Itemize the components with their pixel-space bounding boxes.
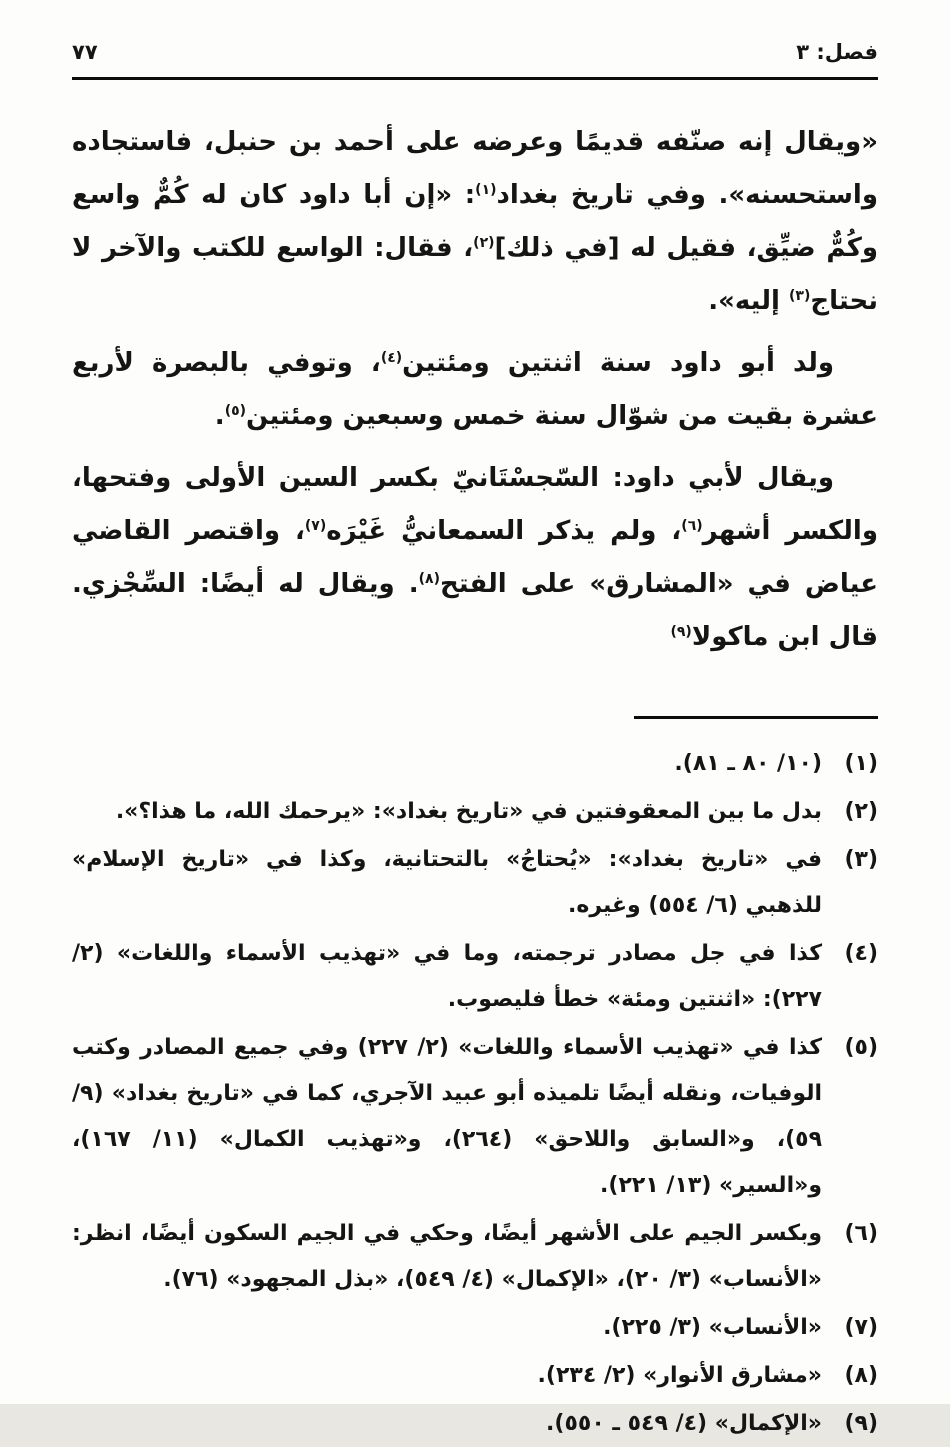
footnote-marker: (٨) — [418, 571, 440, 587]
text-run: ، ولم يذكر السمعانيُّ غَيْرَه — [326, 516, 682, 546]
footnotes-section — [72, 741, 878, 1447]
text-run: «ويقال إنه صنّفه قديمًا وعرضه على أحمد بن حنبل، فاستجاده واستحسنه». وفي تاريخ بغداد — [72, 127, 878, 210]
footnote-marker: (٣) — [789, 288, 811, 304]
footnote-text: وبكسر الجيم على الأشهر أيضًا، وحكي في الجيم السكون أيضًا، انظر: «الأنساب» (٣/ ٢٠)، «الإكمال» (٤/ ٥٤٩)، «بذل المجهود» (٧٦). — [72, 1221, 822, 1292]
footnote — [72, 837, 878, 929]
footnote — [72, 1211, 878, 1303]
text-run: ، وتوفي بالبصرة لأربع عشرة بقيت من شوّال سنة خمس وسبعين ومئتين — [72, 348, 878, 431]
footnote — [72, 741, 878, 787]
footnote — [72, 1025, 878, 1209]
footnote-number: (٨) — [844, 1363, 878, 1388]
text-run: : «إن أبا داود كان له كُمٌّ واسع وكُمٌّ ضيِّق، فقيل له [في ذلك] — [72, 180, 878, 263]
page-number: ٧٧ — [72, 40, 98, 64]
text-run: . ويقال له أيضًا: السِّجْزي. قال ابن ماكولا — [72, 569, 878, 652]
footnote-marker: (٢) — [473, 235, 495, 251]
paragraph — [72, 452, 878, 664]
footnote-marker: (٧) — [304, 518, 327, 534]
text-run: . — [214, 401, 225, 431]
footnote-number: (٣) — [844, 847, 878, 872]
text-run: ولد أبو داود سنة اثنتين ومئتين — [402, 348, 835, 378]
footnote — [72, 1353, 878, 1399]
text-run: إليه». — [708, 286, 790, 316]
footnote-number: (٤) — [844, 941, 878, 966]
footnote-number: (٦) — [844, 1221, 878, 1246]
footnote-text: «الإكمال» (٤/ ٥٤٩ ـ ٥٥٠). — [546, 1411, 822, 1436]
footnote-number: (٥) — [844, 1035, 878, 1060]
footnote-text: بدل ما بين المعقوفتين في «تاريخ بغداد»: «يرحمك الله، ما هذا؟». — [115, 799, 822, 824]
text-run: ويقال لأبي داود: السّجسْتَانيّ بكسر السين الأولى وفتحها، والكسر أشهر — [72, 463, 878, 546]
paragraph — [72, 337, 878, 443]
footnote-marker: (٥) — [224, 403, 247, 419]
footnote — [72, 1305, 878, 1351]
header-rule — [72, 77, 878, 80]
footnote-marker: (٩) — [670, 624, 692, 640]
footnote-marker: (٦) — [681, 518, 703, 534]
footnote-number: (٩) — [844, 1411, 878, 1436]
footnote-marker: (٤) — [380, 350, 403, 366]
footnote-text: في «تاريخ بغداد»: «يُحتاجُ» بالتحتانية، وكذا في «تاريخ الإسلام» للذهبي (٦/ ٥٥٤) وغيره. — [72, 847, 822, 918]
footnote-separator — [634, 716, 878, 719]
main-text — [72, 116, 878, 664]
footnote-number: (٧) — [844, 1315, 878, 1340]
text-run: ، واقتصر القاضي عياض في «المشارق» على الفتح — [72, 516, 878, 599]
footnote-text: «مشارق الأنوار» (٢/ ٢٣٤). — [537, 1363, 822, 1388]
footnote-text: كذا في جل مصادر ترجمته، وما في «تهذيب الأسماء واللغات» (٢/ ٢٢٧): «اثنتين ومئة» خطأ فليصوب. — [72, 941, 822, 1012]
chapter-label: فصل: ٣ — [796, 40, 878, 64]
footnote — [72, 931, 878, 1023]
footnote-marker: (١) — [475, 182, 497, 198]
footnote — [72, 1401, 878, 1447]
footnote-text: (١٠/ ٨٠ ـ ٨١). — [674, 751, 822, 776]
page-header — [72, 0, 878, 64]
paragraph — [72, 116, 878, 328]
text-run: ، فقال: الواسع للكتب والآخر لا نحتاج — [72, 233, 878, 316]
footnote — [72, 789, 878, 835]
footnote-text: «الأنساب» (٣/ ٢٢٥). — [603, 1315, 822, 1340]
footnote-number: (١) — [844, 751, 878, 776]
footnote-text: كذا في «تهذيب الأسماء واللغات» (٢/ ٢٢٧) وفي جميع المصادر وكتب الوفيات، ونقله أيضًا تلميذه أبو عبيد الآجري، كما في «تاريخ بغداد» (٩/ ٥٩)، و«السابق واللاحق» (٢٦٤)، و«تهذيب الكمال» (١١/ ١٦٧)، و«السير» (١٣/ ٢٢١). — [72, 1035, 822, 1198]
footnote-number: (٢) — [844, 799, 878, 824]
